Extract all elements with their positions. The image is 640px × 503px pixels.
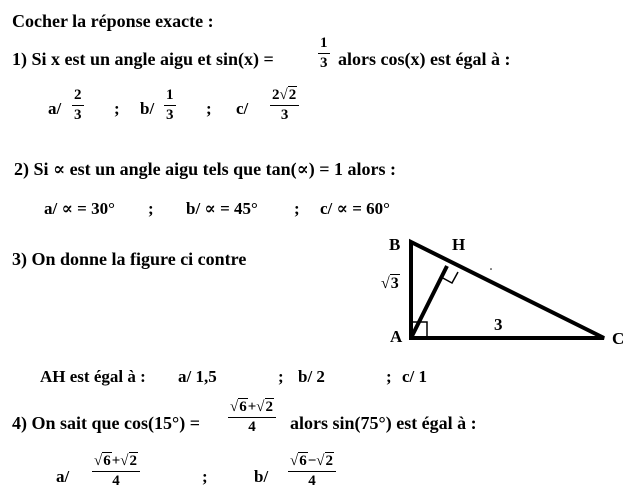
q4-option-a-label: a/ xyxy=(56,467,70,486)
q1-option-b-numerator: 1 xyxy=(164,88,176,106)
q3-statement: 3) On donne la figure ci contre xyxy=(12,249,247,269)
sqrt-symbol: √6 xyxy=(290,453,307,469)
vertex-c-label: C xyxy=(612,329,625,348)
q4-cos-numerator xyxy=(228,400,276,418)
q3-prompt: AH est égal à : xyxy=(40,367,146,386)
q4-statement-end: alors sin(75°) est égal à : xyxy=(290,413,477,433)
stray-dot xyxy=(490,268,492,270)
triangle-abc xyxy=(411,242,604,338)
sqrt-symbol: √6 xyxy=(230,399,247,415)
q2-option-a[interactable]: a/ ∝ = 30° xyxy=(44,199,115,218)
q3-option-b[interactable]: b/ 2 xyxy=(298,367,325,386)
q4-cos-radicand-2: 2 xyxy=(265,399,274,415)
q4-option-a-operator: + xyxy=(111,453,121,469)
q2-statement: 2) Si ∝ est un angle aigu tels que tan(∝) = 1 alors : xyxy=(14,159,396,179)
vertex-h-label: H xyxy=(452,235,466,254)
sqrt-symbol: √2 xyxy=(256,399,274,415)
q4-cos-radicand-1: 6 xyxy=(239,399,247,415)
sqrt-symbol: √2 xyxy=(120,453,138,469)
q1-option-c-label: c/ xyxy=(236,99,249,118)
q4-option-b-label: b/ xyxy=(254,467,269,486)
q4-option-a-denominator: 4 xyxy=(112,473,120,489)
q4-option-b-operator: − xyxy=(307,453,317,469)
side-ab-length xyxy=(381,276,400,292)
sqrt-symbol: √6 xyxy=(94,453,111,469)
q2-option-b[interactable]: b/ ∝ = 45° xyxy=(186,199,258,218)
sqrt-symbol: √3 xyxy=(381,275,399,292)
q4-cos-denominator: 4 xyxy=(248,419,256,435)
q4-option-a-radicand-2: 2 xyxy=(129,453,138,469)
instruction-heading: Cocher la réponse exacte : xyxy=(12,11,214,31)
vertex-b-label: B xyxy=(389,235,401,254)
q4-option-b-numerator xyxy=(288,454,336,472)
q4-cos-fraction xyxy=(228,400,276,435)
q4-cos-plus: + xyxy=(247,399,257,415)
q4-option-a-radicand-1: 6 xyxy=(103,453,111,469)
q1-statement-end: alors cos(x) est égal à : xyxy=(338,49,511,69)
q4-option-b-radicand-2: 2 xyxy=(325,453,334,469)
q4-option-b-fraction[interactable] xyxy=(288,454,336,489)
q1-option-b-label: b/ xyxy=(140,99,155,118)
vertex-a-label: A xyxy=(390,327,403,346)
q1-option-a-denominator: 3 xyxy=(74,107,82,123)
side-ac-length: 3 xyxy=(494,315,503,334)
q3-separator-2: ; xyxy=(386,367,392,386)
q4-separator: ; xyxy=(202,467,208,486)
q4-statement: 4) On sait que cos(15°) = xyxy=(12,413,200,433)
q4-option-a-fraction[interactable] xyxy=(92,454,140,489)
q2-separator-1: ; xyxy=(148,199,154,218)
q1-separator-1: ; xyxy=(114,99,120,118)
q1-sin-numerator: 1 xyxy=(318,36,330,54)
side-ab-radicand: 3 xyxy=(390,275,399,292)
q4-option-a-numerator xyxy=(92,454,140,472)
q1-statement: 1) Si x est un angle aigu et sin(x) = xyxy=(12,49,274,69)
q1-separator-2: ; xyxy=(206,99,212,118)
q4-option-b-radicand-1: 6 xyxy=(299,453,307,469)
q4-option-b-denominator: 4 xyxy=(308,473,316,489)
q1-option-a-numerator: 2 xyxy=(72,88,84,106)
q2-separator-2: ; xyxy=(294,199,300,218)
q3-separator-1: ; xyxy=(278,367,284,386)
q1-option-b-denominator: 3 xyxy=(166,107,174,123)
q1-sin-denominator: 3 xyxy=(320,55,328,71)
q1-option-c-denominator: 3 xyxy=(280,107,289,123)
q3-option-c[interactable]: c/ 1 xyxy=(402,367,428,386)
sqrt-symbol: √2 xyxy=(279,87,297,103)
q3-option-a[interactable]: a/ 1,5 xyxy=(178,367,217,386)
q1-option-c-coefficient: 2 xyxy=(272,87,280,103)
q1-option-a-label: a/ xyxy=(48,99,62,118)
sqrt-symbol: √2 xyxy=(316,453,334,469)
q1-option-c-radicand: 2 xyxy=(288,87,297,103)
q2-option-c[interactable]: c/ ∝ = 60° xyxy=(320,199,390,218)
